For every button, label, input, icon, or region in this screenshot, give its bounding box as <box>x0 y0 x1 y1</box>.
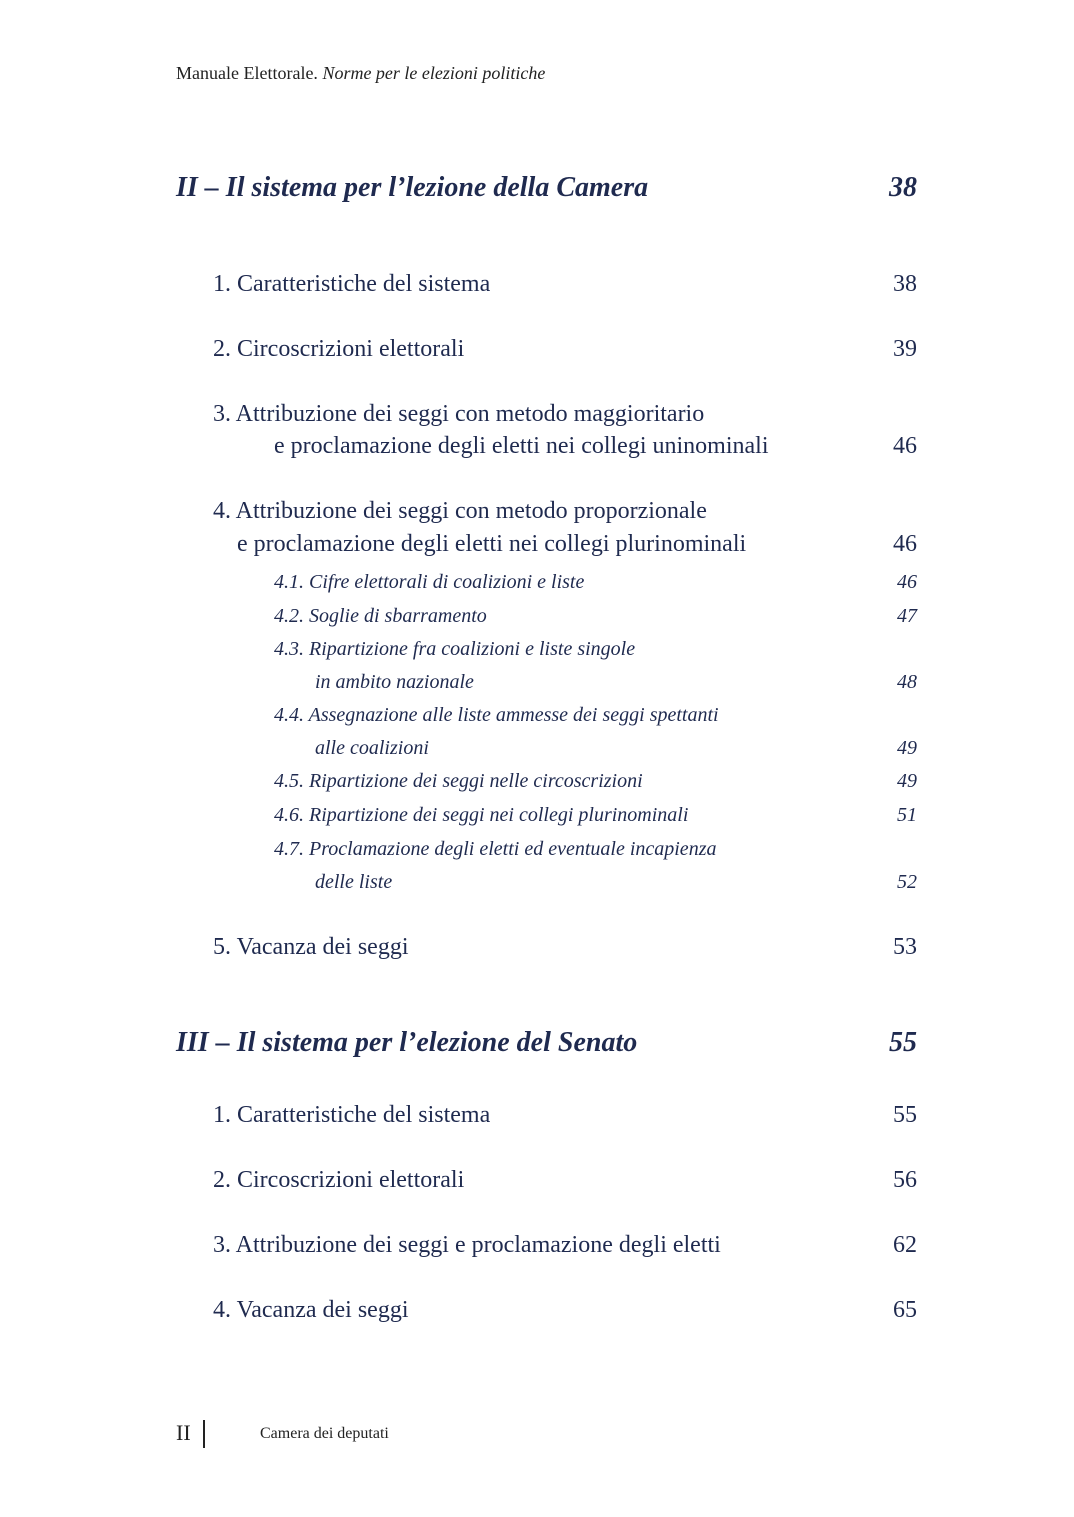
toc-entry: 3. Attribuzione dei seggi con metodo maggioritario <box>213 401 705 427</box>
toc-subentry: 4.4. Assegnazione alle liste ammesse dei seggi spettanti <box>274 704 719 726</box>
toc-entry: 4. Vacanza dei seggi <box>213 1297 409 1323</box>
toc-subentry: 4.2. Soglie di sbarramento <box>274 605 487 627</box>
toc-page: 49 <box>897 770 917 792</box>
toc-page: 62 <box>893 1232 917 1258</box>
toc-entry: 2. Circoscrizioni elettorali <box>213 336 465 362</box>
toc-entry: 3. Attribuzione dei seggi e proclamazione degli eletti <box>213 1232 721 1258</box>
toc-subentry: 4.5. Ripartizione dei seggi nelle circoscrizioni <box>274 770 643 792</box>
toc-page: 56 <box>893 1167 917 1193</box>
toc-page: 46 <box>897 571 917 593</box>
toc-subentry: 4.6. Ripartizione dei seggi nei collegi plurinominali <box>274 804 689 826</box>
toc-page: 48 <box>897 671 917 693</box>
toc-entry-cont: e proclamazione degli eletti nei collegi uninominali <box>274 433 769 459</box>
toc-page: 47 <box>897 605 917 627</box>
toc-entry: 5. Vacanza dei seggi <box>213 934 409 960</box>
toc-page: 38 <box>893 271 917 297</box>
toc-page: 49 <box>897 737 917 759</box>
section-title: II – Il sistema per l’lezione della Camera <box>176 172 649 203</box>
toc-page: 46 <box>893 433 917 459</box>
toc-page: 51 <box>897 804 917 826</box>
toc-entry: 1. Caratteristiche del sistema <box>213 271 491 297</box>
toc-page: 55 <box>893 1102 917 1128</box>
toc-page: 39 <box>893 336 917 362</box>
section-page: 38 <box>889 172 917 203</box>
footer-page-number: II <box>176 1420 191 1445</box>
footer-divider <box>203 1420 205 1448</box>
toc-subentry: 4.3. Ripartizione fra coalizioni e liste singole <box>274 638 636 660</box>
toc-page: 52 <box>897 871 917 893</box>
toc-entry: 2. Circoscrizioni elettorali <box>213 1167 465 1193</box>
running-header <box>176 63 545 84</box>
toc-entry: 1. Caratteristiche del sistema <box>213 1102 491 1128</box>
toc-page: 53 <box>893 934 917 960</box>
header-subtitle: Norme per le elezioni politiche <box>322 63 546 83</box>
section-page: 55 <box>889 1027 917 1058</box>
header-title: Manuale Elettorale. <box>176 63 318 83</box>
toc-entry: 4. Attribuzione dei seggi con metodo proporzionale <box>213 498 707 524</box>
section-title: III – Il sistema per l’elezione del Senato <box>176 1027 638 1058</box>
toc-page: 65 <box>893 1297 917 1323</box>
toc-subentry-cont: in ambito nazionale <box>315 671 474 693</box>
footer-publisher: Camera dei deputati <box>260 1425 389 1442</box>
toc-subentry: 4.7. Proclamazione degli eletti ed eventuale incapienza <box>274 838 717 860</box>
toc-subentry-cont: delle liste <box>315 871 393 893</box>
toc-subentry-cont: alle coalizioni <box>315 737 429 759</box>
toc-entry-cont: e proclamazione degli eletti nei collegi plurinominali <box>237 531 747 557</box>
toc-page: 46 <box>893 531 917 557</box>
toc-subentry: 4.1. Cifre elettorali di coalizioni e liste <box>274 571 585 593</box>
